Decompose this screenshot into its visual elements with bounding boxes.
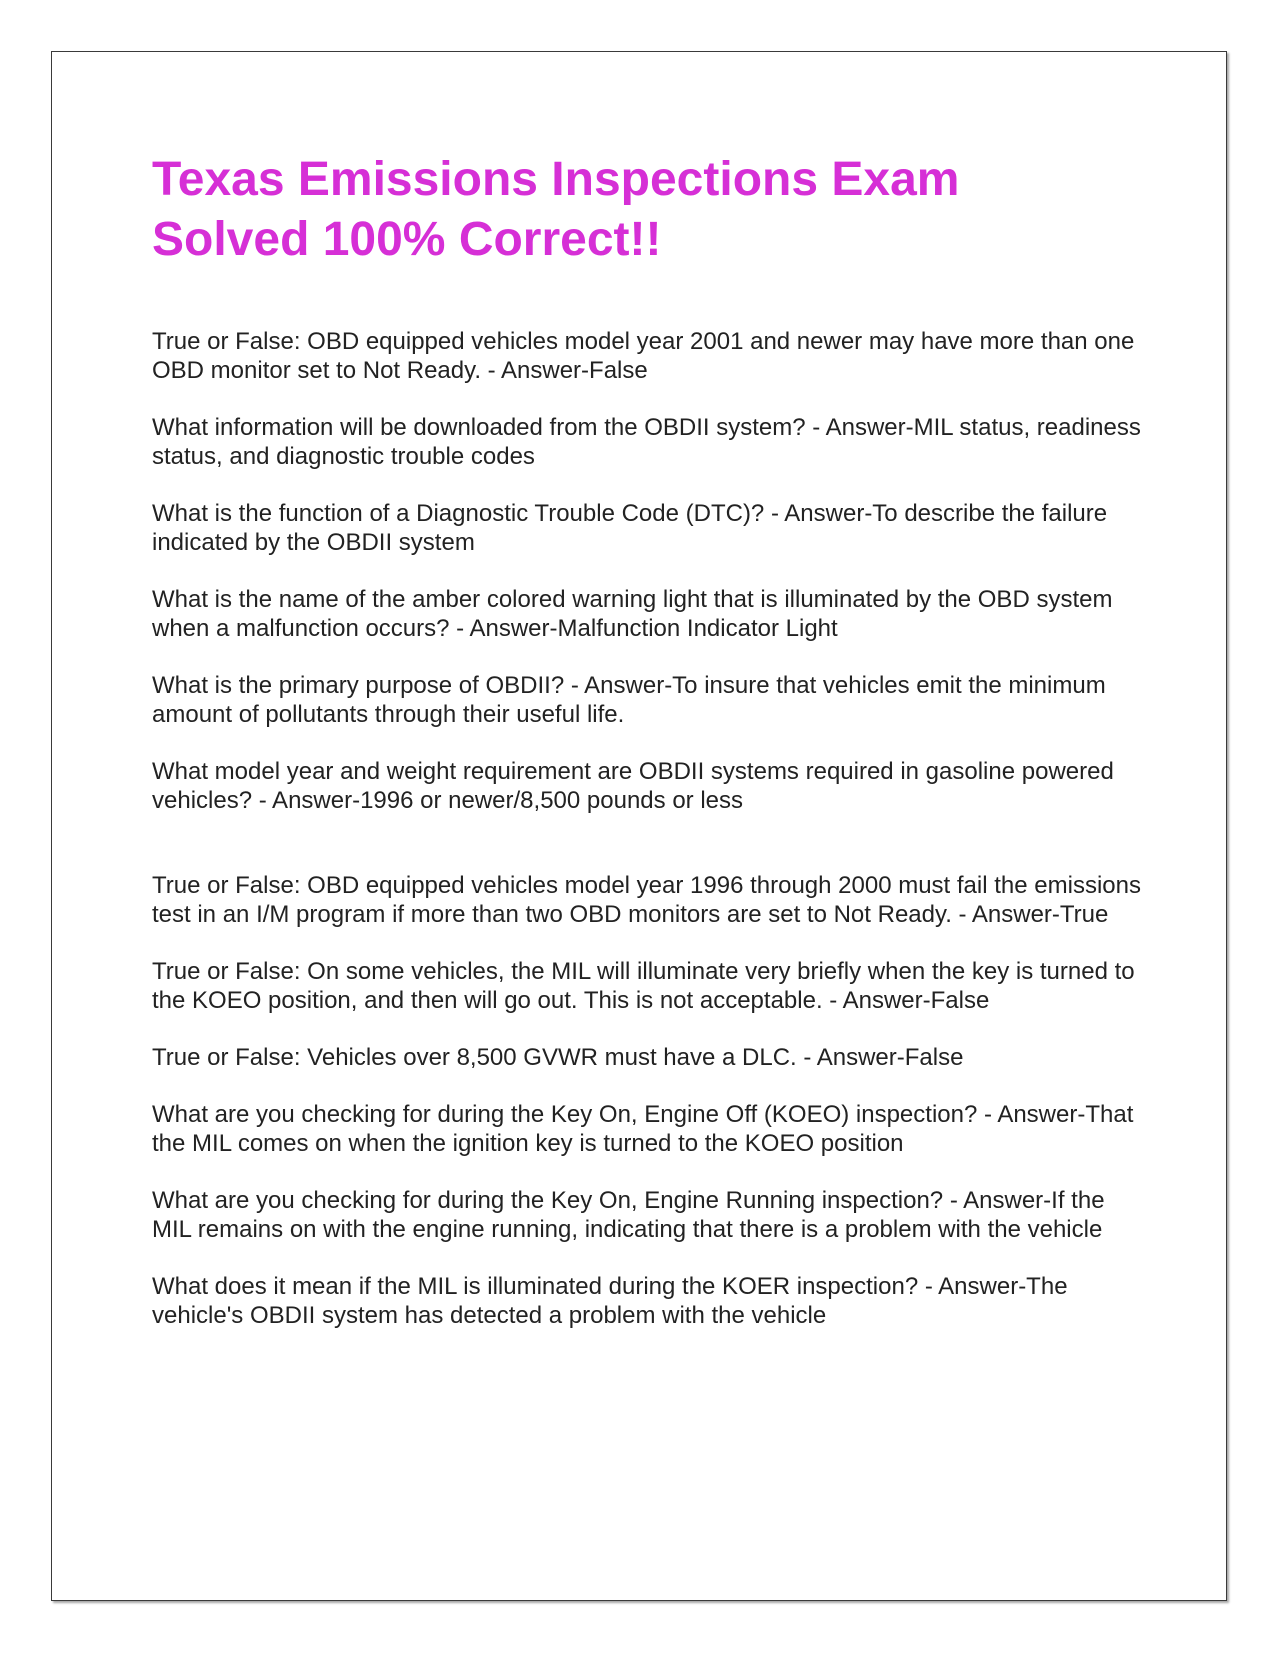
qa-item: True or False: On some vehicles, the MIL will illuminate very briefly when the key is turned to the KOEO position, and then will go out. This is not acceptable. - Answer-False <box>152 958 1135 1014</box>
qa-item: What is the function of a Diagnostic Trouble Code (DTC)? - Answer-To describe the failure indicated by the OBDII system <box>152 500 1108 556</box>
title-line-1: Texas Emissions Inspections Exam <box>152 153 960 206</box>
qa-item: True or False: OBD equipped vehicles model year 1996 through 2000 must fail the emissions test in an I/M program if more than two OBD monitors are set to Not Ready. - Answer-True <box>152 872 1141 928</box>
qa-item: True or False: Vehicles over 8,500 GVWR must have a DLC. - Answer-False <box>152 1044 964 1071</box>
qa-item: What are you checking for during the Key On, Engine Running inspection? - Answer-If the MIL remains on with the engine running, indicating that there is a problem with the vehicle <box>152 1187 1105 1243</box>
qa-item: What does it mean if the MIL is illuminated during the KOER inspection? - Answer-The vehicle's OBDII system has detected a problem with the vehicle <box>152 1273 1068 1329</box>
document-title <box>152 150 1142 270</box>
qa-item: What are you checking for during the Key On, Engine Off (KOEO) inspection? - Answer-That the MIL comes on when the ignition key is turned to the KOEO position <box>152 1101 1134 1157</box>
qa-list <box>152 327 1142 1330</box>
title-line-2: Solved 100% Correct!! <box>152 213 662 266</box>
qa-item: What model year and weight requirement are OBDII systems required in gasoline powered vehicles? - Answer-1996 or newer/8,500 pounds or less <box>152 758 1114 814</box>
document-content <box>152 150 1142 1358</box>
qa-item: What is the name of the amber colored warning light that is illuminated by the OBD system when a malfunction occurs? - Answer-Malfunction Indicator Light <box>152 586 1113 642</box>
qa-item: What information will be downloaded from the OBDII system? - Answer-MIL status, readiness status, and diagnostic trouble codes <box>152 414 1141 470</box>
qa-item: True or False: OBD equipped vehicles model year 2001 and newer may have more than one OBD monitor set to Not Ready. - Answer-False <box>152 328 1135 384</box>
qa-item: What is the primary purpose of OBDII? - Answer-To insure that vehicles emit the minimum amount of pollutants through their useful life. <box>152 672 1106 728</box>
